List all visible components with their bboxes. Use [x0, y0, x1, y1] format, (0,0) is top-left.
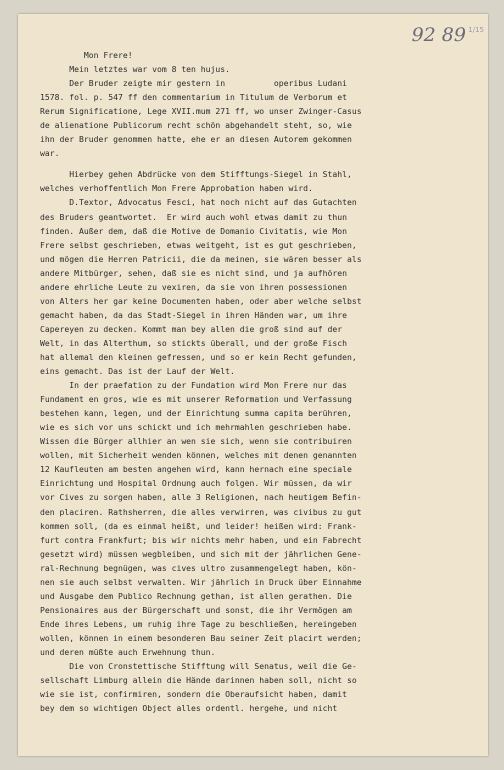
- letter-body: [40, 48, 480, 715]
- text-line: sellschaft Limburg allein die Hände darinnen haben soll, nicht so: [40, 675, 357, 686]
- text-line: Wissen die Bürger allhier an wen sie sich, wenn sie contribuiren: [40, 436, 352, 447]
- text-line: finden. Außer dem, daß die Motive de Domanio Civitatis, wie Mon: [40, 225, 347, 236]
- text-line: 1578. fol. p. 547 ff den commentarium in Titulum de Verborum et: [40, 92, 347, 103]
- text-line: andere ehrliche Leute zu vexiren, da sie von ihren possessionen: [40, 281, 347, 292]
- text-line: Pensionaires aus der Bürgerschaft und sonst, die ihr Vermögen am: [40, 604, 352, 615]
- text-line: gesetzt wird) müssen wegbleiben, und sich mit der jährlichen Gene-: [40, 548, 362, 559]
- text-line: vor Cives zu sorgen haben, alle 3 Religionen, nach heutigem Befin-: [40, 492, 362, 503]
- text-line: eins gemacht. Das ist der Lauf der Welt.: [40, 366, 235, 377]
- text-line: wie sie ist, confirmiren, sondern die Oberaufsicht haben, damit: [40, 689, 347, 700]
- archive-mark: 1/15: [468, 26, 484, 34]
- text-line: und Ausgabe dem Publico Rechnung gethan, ist allen gerathen. Die: [40, 590, 352, 601]
- text-line: war.: [40, 148, 60, 159]
- text-line: gemacht haben, da das Stadt-Siegel in ihren Händen war, um ihre: [40, 309, 347, 320]
- text-line: Ende ihres Lebens, um ruhig ihre Tage zu beschließen, hereingeben: [40, 618, 357, 629]
- text-line: andere Mitbürger, sehen, daß sie es nicht sind, und ja aufhören: [40, 267, 347, 278]
- text-line: Mon Frere!: [40, 50, 133, 60]
- text-line: In der praefation zu der Fundation wird Mon Frere nur das: [40, 380, 347, 391]
- text-line: Hierbey gehen Abdrücke von dem Stifftungs-Siegel in Stahl,: [40, 169, 352, 180]
- text-line: Mein letztes war vom 8 ten hujus.: [40, 64, 231, 75]
- document-page: [18, 14, 488, 756]
- text-line: Frere selbst geschrieben, etwas weitgeht, ist es gut geschrieben,: [40, 239, 357, 250]
- text-line: Einrichtung und Hospital Ordnung auch folgen. Wir müssen, da wir: [40, 478, 352, 489]
- text-line: 12 Kaufleuten am besten angehen wird, kann hernach eine speciale: [40, 464, 352, 475]
- text-line: ral-Rechnung begnügen, was cives ultro zusammengelegt haben, kön-: [40, 562, 357, 573]
- text-line: D.Textor, Advocatus Fesci, hat noch nicht auf das Gutachten: [40, 197, 357, 208]
- text-line: hat allemal den kleinen gefressen, und so er kein Recht gefunden,: [40, 351, 357, 362]
- text-line: Der Bruder zeigte mir gestern in operibus Ludani: [40, 78, 347, 89]
- text-line: Die von Cronstettische Stifftung will Senatus, weil die Ge-: [40, 661, 357, 672]
- text-line: wollen, mit Sicherheit wenden können, welches mit denen genannten: [40, 450, 357, 461]
- text-line: von Alters her gar keine Documenten haben, oder aber welche selbst: [40, 295, 362, 306]
- text-line: furt contra Frankfurt; bis wir nichts mehr haben, und ein Fabrecht: [40, 534, 362, 545]
- text-line: de alienatione Publicorum recht schön abgehandelt steht, so, wie: [40, 120, 352, 131]
- text-line: bey dem so wichtigen Object alles ordentl. hergehe, und nicht: [40, 703, 338, 714]
- text-line: Fundament en gros, wie es mit unserer Reformation und Verfassung: [40, 394, 352, 405]
- text-line: bestehen kann, legen, und der Einrichtung summa capita berühren,: [40, 408, 352, 419]
- text-line: des Bruders geantwortet. Er wird auch wohl etwas damit zu thun: [40, 211, 347, 222]
- text-line: und mögen die Herren Patricii, die da meinen, sie wären besser als: [40, 253, 362, 264]
- text-line: wie es sich vor uns schickt und ich mehrmahlen geschrieben habe.: [40, 422, 352, 433]
- text-line: kommen soll, (da es einmal heißt, und leider! heißen wird: Frank-: [40, 520, 357, 531]
- text-line: ihn der Bruder genommen hatte, ehe er an diesen Autorem gekommen: [40, 134, 352, 145]
- paragraph-gap: [40, 160, 480, 167]
- text-line: welches verhoffentlich Mon Frere Approbation haben wird.: [40, 183, 313, 194]
- text-line: nen sie auch selbst verwalten. Wir jährlich in Druck über Einnahme: [40, 576, 362, 587]
- text-line: Capereyen zu decken. Kommt man bey allen die groß sind auf der: [40, 323, 343, 334]
- text-line: wollen, können in einem besonderen Bau seiner Zeit placirt werden;: [40, 632, 362, 643]
- text-line: und deren müßte auch Erwehnung thun.: [40, 646, 216, 657]
- text-line: Welt, in das Alterthum, so stickts überall, und der große Fisch: [40, 337, 347, 348]
- text-line: den placiren. Rathsherren, die alles verwirren, was civibus zu gut: [40, 506, 362, 517]
- folio-number: 92 89: [411, 24, 466, 46]
- text-line: Rerum Significatione, Lege XVII.mum 271 ff, wo unser Zwinger-Casus: [40, 106, 362, 117]
